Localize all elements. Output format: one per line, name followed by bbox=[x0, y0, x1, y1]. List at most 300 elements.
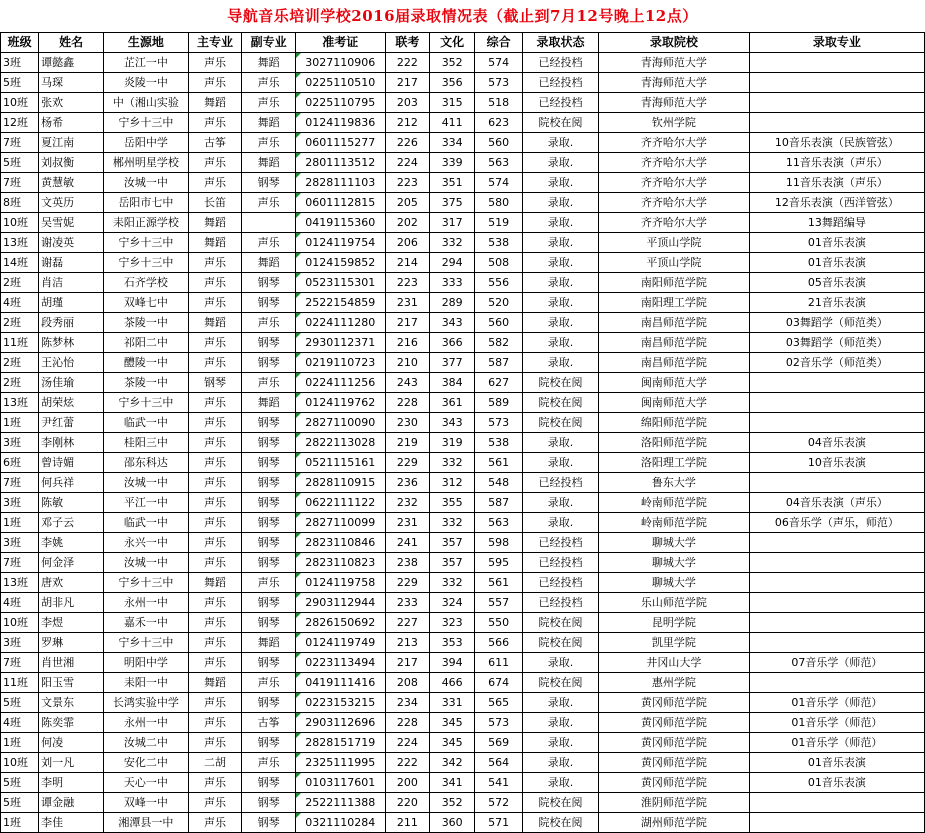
cell-total-score: 566 bbox=[475, 633, 522, 653]
table-row bbox=[1, 773, 925, 793]
cell-joint-score: 223 bbox=[385, 173, 429, 193]
cell-status: 录取. bbox=[522, 493, 598, 513]
cell-minor: 钢琴 bbox=[242, 653, 296, 673]
cell-origin: 茶陵一中 bbox=[104, 373, 189, 393]
cell-total-score: 563 bbox=[475, 153, 522, 173]
cell-college: 凯里学院 bbox=[599, 633, 750, 653]
cell-minor: 钢琴 bbox=[242, 533, 296, 553]
cell-total-score: 550 bbox=[475, 613, 522, 633]
cell-status: 录取. bbox=[522, 193, 598, 213]
cell-class: 3班 bbox=[1, 493, 39, 513]
cell-minor: 钢琴 bbox=[242, 293, 296, 313]
cell-name: 张欢 bbox=[39, 93, 104, 113]
cell-name: 胡非凡 bbox=[39, 593, 104, 613]
cell-college: 齐齐哈尔大学 bbox=[599, 173, 750, 193]
cell-college: 岭南师范学院 bbox=[599, 513, 750, 533]
table-row bbox=[1, 133, 925, 153]
cell-total-score: 571 bbox=[475, 813, 522, 833]
cell-class: 5班 bbox=[1, 73, 39, 93]
cell-culture-score: 334 bbox=[430, 133, 475, 153]
cell-total-score: 598 bbox=[475, 533, 522, 553]
cell-minor: 舞蹈 bbox=[242, 393, 296, 413]
cell-minor: 钢琴 bbox=[242, 693, 296, 713]
cell-origin: 平江一中 bbox=[104, 493, 189, 513]
table-row bbox=[1, 313, 925, 333]
cell-culture-score: 355 bbox=[430, 493, 475, 513]
cell-major: 声乐 bbox=[188, 793, 242, 813]
table-row bbox=[1, 213, 925, 233]
cell-status: 已经投档 bbox=[522, 53, 598, 73]
cell-major: 声乐 bbox=[188, 713, 242, 733]
table-row bbox=[1, 713, 925, 733]
cell-status: 院校在阅 bbox=[522, 793, 598, 813]
cell-major: 声乐 bbox=[188, 473, 242, 493]
cell-program: 10音乐表演 bbox=[749, 453, 924, 473]
cell-exam-id: 0419111416 bbox=[295, 673, 385, 693]
cell-culture-score: 375 bbox=[430, 193, 475, 213]
cell-total-score: 508 bbox=[475, 253, 522, 273]
cell-name: 吴雪妮 bbox=[39, 213, 104, 233]
cell-joint-score: 216 bbox=[385, 333, 429, 353]
cell-name: 刘一凡 bbox=[39, 753, 104, 773]
table-row bbox=[1, 53, 925, 73]
table-row bbox=[1, 153, 925, 173]
cell-culture-score: 331 bbox=[430, 693, 475, 713]
table-row bbox=[1, 473, 925, 493]
cell-name: 肖洁 bbox=[39, 273, 104, 293]
cell-exam-id: 0521115161 bbox=[295, 453, 385, 473]
cell-exam-id: 2823110823 bbox=[295, 553, 385, 573]
cell-class: 13班 bbox=[1, 233, 39, 253]
cell-exam-id: 0124119758 bbox=[295, 573, 385, 593]
cell-origin: 邵东科达 bbox=[104, 453, 189, 473]
cell-status: 录取. bbox=[522, 213, 598, 233]
cell-class: 1班 bbox=[1, 813, 39, 833]
cell-college: 洛阳师范学院 bbox=[599, 433, 750, 453]
cell-status: 录取. bbox=[522, 713, 598, 733]
cell-college: 黄冈师范学院 bbox=[599, 713, 750, 733]
cell-class: 13班 bbox=[1, 573, 39, 593]
cell-major: 声乐 bbox=[188, 593, 242, 613]
cell-culture-score: 343 bbox=[430, 413, 475, 433]
cell-origin: 芷江一中 bbox=[104, 53, 189, 73]
cell-origin: 双峰七中 bbox=[104, 293, 189, 313]
cell-culture-score: 319 bbox=[430, 433, 475, 453]
cell-minor: 钢琴 bbox=[242, 433, 296, 453]
table-row bbox=[1, 73, 925, 93]
table-row bbox=[1, 753, 925, 773]
cell-exam-id: 2522154859 bbox=[295, 293, 385, 313]
cell-program bbox=[749, 53, 924, 73]
cell-joint-score: 241 bbox=[385, 533, 429, 553]
cell-exam-id: 2522111388 bbox=[295, 793, 385, 813]
cell-total-score: 561 bbox=[475, 453, 522, 473]
cell-program: 01音乐学（师范） bbox=[749, 713, 924, 733]
cell-minor: 钢琴 bbox=[242, 173, 296, 193]
cell-name: 邓子云 bbox=[39, 513, 104, 533]
cell-minor: 声乐 bbox=[242, 573, 296, 593]
cell-culture-score: 312 bbox=[430, 473, 475, 493]
cell-program bbox=[749, 573, 924, 593]
cell-origin: 嘉禾一中 bbox=[104, 613, 189, 633]
cell-program bbox=[749, 673, 924, 693]
cell-major: 声乐 bbox=[188, 393, 242, 413]
cell-major: 声乐 bbox=[188, 693, 242, 713]
cell-culture-score: 352 bbox=[430, 793, 475, 813]
cell-name: 何金泽 bbox=[39, 553, 104, 573]
cell-name: 李佳 bbox=[39, 813, 104, 833]
cell-exam-id: 0223153215 bbox=[295, 693, 385, 713]
cell-origin: 宁乡十三中 bbox=[104, 233, 189, 253]
cell-minor: 声乐 bbox=[242, 673, 296, 693]
cell-major: 声乐 bbox=[188, 733, 242, 753]
cell-college: 湖州师范学院 bbox=[599, 813, 750, 833]
cell-joint-score: 200 bbox=[385, 773, 429, 793]
table-row bbox=[1, 533, 925, 553]
cell-name: 胡荣炫 bbox=[39, 393, 104, 413]
cell-exam-id: 0124119762 bbox=[295, 393, 385, 413]
cell-program: 21音乐表演 bbox=[749, 293, 924, 313]
cell-minor: 钢琴 bbox=[242, 493, 296, 513]
cell-total-score: 573 bbox=[475, 413, 522, 433]
cell-minor: 声乐 bbox=[242, 313, 296, 333]
cell-joint-score: 231 bbox=[385, 513, 429, 533]
cell-class: 10班 bbox=[1, 613, 39, 633]
cell-origin: 岳阳市七中 bbox=[104, 193, 189, 213]
cell-class: 7班 bbox=[1, 653, 39, 673]
cell-total-score: 587 bbox=[475, 353, 522, 373]
cell-origin: 永州一中 bbox=[104, 713, 189, 733]
cell-college: 青海师范大学 bbox=[599, 93, 750, 113]
cell-culture-score: 332 bbox=[430, 573, 475, 593]
cell-program bbox=[749, 113, 924, 133]
cell-total-score: 582 bbox=[475, 333, 522, 353]
cell-status: 已经投档 bbox=[522, 553, 598, 573]
cell-college: 聊城大学 bbox=[599, 553, 750, 573]
cell-major: 声乐 bbox=[188, 173, 242, 193]
cell-minor: 声乐 bbox=[242, 133, 296, 153]
cell-culture-score: 345 bbox=[430, 713, 475, 733]
cell-minor: 钢琴 bbox=[242, 513, 296, 533]
table-row bbox=[1, 393, 925, 413]
cell-program bbox=[749, 473, 924, 493]
cell-total-score: 587 bbox=[475, 493, 522, 513]
table-row bbox=[1, 493, 925, 513]
cell-minor: 古筝 bbox=[242, 713, 296, 733]
table-row bbox=[1, 193, 925, 213]
cell-exam-id: 3027110906 bbox=[295, 53, 385, 73]
cell-program bbox=[749, 813, 924, 833]
cell-name: 文英历 bbox=[39, 193, 104, 213]
cell-major: 舞蹈 bbox=[188, 673, 242, 693]
cell-name: 胡瑾 bbox=[39, 293, 104, 313]
cell-culture-score: 332 bbox=[430, 453, 475, 473]
cell-college: 南阳理工学院 bbox=[599, 293, 750, 313]
cell-class: 12班 bbox=[1, 113, 39, 133]
cell-name: 段秀丽 bbox=[39, 313, 104, 333]
table-row bbox=[1, 413, 925, 433]
cell-major: 舞蹈 bbox=[188, 313, 242, 333]
cell-major: 声乐 bbox=[188, 433, 242, 453]
cell-minor: 声乐 bbox=[242, 73, 296, 93]
cell-culture-score: 360 bbox=[430, 813, 475, 833]
cell-college: 聊城大学 bbox=[599, 533, 750, 553]
cell-culture-score: 366 bbox=[430, 333, 475, 353]
cell-joint-score: 222 bbox=[385, 53, 429, 73]
cell-joint-score: 205 bbox=[385, 193, 429, 213]
cell-joint-score: 224 bbox=[385, 733, 429, 753]
cell-major: 声乐 bbox=[188, 533, 242, 553]
cell-exam-id: 0224111280 bbox=[295, 313, 385, 333]
cell-origin: 临武一中 bbox=[104, 513, 189, 533]
cell-college: 黄冈师范学院 bbox=[599, 753, 750, 773]
cell-exam-id: 2930112371 bbox=[295, 333, 385, 353]
cell-joint-score: 223 bbox=[385, 273, 429, 293]
cell-name: 李刚林 bbox=[39, 433, 104, 453]
cell-class: 2班 bbox=[1, 373, 39, 393]
cell-college: 聊城大学 bbox=[599, 573, 750, 593]
cell-minor: 声乐 bbox=[242, 193, 296, 213]
cell-exam-id: 2903112944 bbox=[295, 593, 385, 613]
cell-joint-score: 217 bbox=[385, 313, 429, 333]
cell-joint-score: 226 bbox=[385, 133, 429, 153]
cell-joint-score: 217 bbox=[385, 73, 429, 93]
cell-status: 录取. bbox=[522, 693, 598, 713]
cell-major: 长笛 bbox=[188, 193, 242, 213]
cell-class: 10班 bbox=[1, 213, 39, 233]
cell-minor: 钢琴 bbox=[242, 453, 296, 473]
cell-program: 01音乐表演 bbox=[749, 773, 924, 793]
cell-exam-id: 0622111122 bbox=[295, 493, 385, 513]
cell-joint-score: 213 bbox=[385, 633, 429, 653]
cell-status: 院校在阅 bbox=[522, 373, 598, 393]
cell-joint-score: 211 bbox=[385, 813, 429, 833]
cell-minor bbox=[242, 213, 296, 233]
cell-culture-score: 384 bbox=[430, 373, 475, 393]
cell-culture-score: 317 bbox=[430, 213, 475, 233]
cell-college: 鲁东大学 bbox=[599, 473, 750, 493]
cell-minor: 声乐 bbox=[242, 93, 296, 113]
cell-total-score: 560 bbox=[475, 313, 522, 333]
table-row bbox=[1, 553, 925, 573]
header-college: 录取院校 bbox=[599, 33, 750, 53]
cell-college: 南昌师范学院 bbox=[599, 313, 750, 333]
cell-origin: 宁乡十三中 bbox=[104, 633, 189, 653]
cell-joint-score: 206 bbox=[385, 233, 429, 253]
cell-name: 谭懿鑫 bbox=[39, 53, 104, 73]
cell-minor: 声乐 bbox=[242, 373, 296, 393]
page-title: 导航音乐培训学校2016届录取情况表（截止到7月12号晚上12点） bbox=[227, 7, 698, 25]
cell-origin: 安化二中 bbox=[104, 753, 189, 773]
table-row bbox=[1, 253, 925, 273]
cell-minor: 钢琴 bbox=[242, 793, 296, 813]
cell-joint-score: 222 bbox=[385, 753, 429, 773]
cell-exam-id: 0219110723 bbox=[295, 353, 385, 373]
table-row bbox=[1, 813, 925, 833]
cell-origin: 汝城一中 bbox=[104, 553, 189, 573]
cell-status: 院校在阅 bbox=[522, 613, 598, 633]
cell-total-score: 580 bbox=[475, 193, 522, 213]
cell-joint-score: 238 bbox=[385, 553, 429, 573]
cell-class: 2班 bbox=[1, 313, 39, 333]
cell-name: 罗琳 bbox=[39, 633, 104, 653]
cell-college: 齐齐哈尔大学 bbox=[599, 213, 750, 233]
table-row bbox=[1, 673, 925, 693]
cell-college: 绵阳师范学院 bbox=[599, 413, 750, 433]
cell-class: 3班 bbox=[1, 633, 39, 653]
cell-total-score: 595 bbox=[475, 553, 522, 573]
cell-name: 何凌 bbox=[39, 733, 104, 753]
cell-program: 05音乐表演 bbox=[749, 273, 924, 293]
cell-name: 陈梦林 bbox=[39, 333, 104, 353]
cell-total-score: 556 bbox=[475, 273, 522, 293]
cell-status: 已经投档 bbox=[522, 73, 598, 93]
cell-status: 录取. bbox=[522, 733, 598, 753]
cell-exam-id: 0224111256 bbox=[295, 373, 385, 393]
table-row bbox=[1, 233, 925, 253]
cell-name: 李姚 bbox=[39, 533, 104, 553]
cell-major: 声乐 bbox=[188, 453, 242, 473]
cell-college: 黄冈师范学院 bbox=[599, 733, 750, 753]
cell-minor: 钢琴 bbox=[242, 593, 296, 613]
cell-college: 平顶山学院 bbox=[599, 233, 750, 253]
cell-exam-id: 2828110915 bbox=[295, 473, 385, 493]
cell-status: 已经投档 bbox=[522, 573, 598, 593]
cell-college: 黄冈师范学院 bbox=[599, 773, 750, 793]
cell-status: 录取. bbox=[522, 273, 598, 293]
table-row bbox=[1, 113, 925, 133]
cell-status: 录取. bbox=[522, 453, 598, 473]
cell-college: 南昌师范学院 bbox=[599, 333, 750, 353]
cell-total-score: 573 bbox=[475, 73, 522, 93]
cell-program bbox=[749, 73, 924, 93]
cell-college: 平顶山学院 bbox=[599, 253, 750, 273]
cell-culture-score: 332 bbox=[430, 233, 475, 253]
cell-minor: 舞蹈 bbox=[242, 633, 296, 653]
cell-status: 录取. bbox=[522, 333, 598, 353]
cell-joint-score: 229 bbox=[385, 453, 429, 473]
cell-major: 声乐 bbox=[188, 413, 242, 433]
cell-total-score: 611 bbox=[475, 653, 522, 673]
cell-exam-id: 2325111995 bbox=[295, 753, 385, 773]
cell-exam-id: 2826150692 bbox=[295, 613, 385, 633]
cell-exam-id: 0419115360 bbox=[295, 213, 385, 233]
cell-status: 录取. bbox=[522, 313, 598, 333]
cell-joint-score: 228 bbox=[385, 393, 429, 413]
cell-name: 黄慧敏 bbox=[39, 173, 104, 193]
table-row bbox=[1, 733, 925, 753]
cell-origin: 汝城二中 bbox=[104, 733, 189, 753]
cell-name: 谢凌英 bbox=[39, 233, 104, 253]
cell-origin: 湘潭县一中 bbox=[104, 813, 189, 833]
cell-origin: 耒阳正源学校 bbox=[104, 213, 189, 233]
cell-college: 黄冈师范学院 bbox=[599, 693, 750, 713]
cell-program: 03舞蹈学（师范类） bbox=[749, 313, 924, 333]
cell-status: 录取. bbox=[522, 773, 598, 793]
cell-name: 唐欢 bbox=[39, 573, 104, 593]
cell-status: 录取. bbox=[522, 133, 598, 153]
cell-culture-score: 377 bbox=[430, 353, 475, 373]
cell-origin: 郴州明星学校 bbox=[104, 153, 189, 173]
cell-college: 闽南师范大学 bbox=[599, 373, 750, 393]
cell-name: 夏江南 bbox=[39, 133, 104, 153]
header-minor: 副专业 bbox=[242, 33, 296, 53]
cell-origin: 宁乡十三中 bbox=[104, 393, 189, 413]
cell-class: 8班 bbox=[1, 193, 39, 213]
cell-major: 声乐 bbox=[188, 153, 242, 173]
cell-major: 古筝 bbox=[188, 133, 242, 153]
table-row bbox=[1, 593, 925, 613]
cell-total-score: 564 bbox=[475, 753, 522, 773]
cell-minor: 钢琴 bbox=[242, 473, 296, 493]
header-culture-score: 文化 bbox=[430, 33, 475, 53]
cell-name: 杨希 bbox=[39, 113, 104, 133]
cell-exam-id: 2822113028 bbox=[295, 433, 385, 453]
cell-major: 声乐 bbox=[188, 113, 242, 133]
cell-college: 齐齐哈尔大学 bbox=[599, 153, 750, 173]
cell-culture-score: 466 bbox=[430, 673, 475, 693]
cell-class: 11班 bbox=[1, 333, 39, 353]
cell-college: 齐齐哈尔大学 bbox=[599, 193, 750, 213]
cell-program bbox=[749, 393, 924, 413]
cell-culture-score: 361 bbox=[430, 393, 475, 413]
cell-college: 闽南师范大学 bbox=[599, 393, 750, 413]
cell-major: 声乐 bbox=[188, 553, 242, 573]
cell-college: 青海师范大学 bbox=[599, 53, 750, 73]
cell-status: 录取. bbox=[522, 233, 598, 253]
cell-major: 声乐 bbox=[188, 293, 242, 313]
cell-college: 岭南师范学院 bbox=[599, 493, 750, 513]
cell-exam-id: 0225110510 bbox=[295, 73, 385, 93]
cell-major: 舞蹈 bbox=[188, 93, 242, 113]
cell-status: 院校在阅 bbox=[522, 633, 598, 653]
cell-culture-score: 345 bbox=[430, 733, 475, 753]
cell-status: 已经投档 bbox=[522, 93, 598, 113]
cell-joint-score: 203 bbox=[385, 93, 429, 113]
cell-origin: 长鸿实验中学 bbox=[104, 693, 189, 713]
cell-major: 声乐 bbox=[188, 813, 242, 833]
table-row bbox=[1, 353, 925, 373]
cell-total-score: 627 bbox=[475, 373, 522, 393]
cell-culture-score: 324 bbox=[430, 593, 475, 613]
cell-culture-score: 357 bbox=[430, 553, 475, 573]
cell-minor: 钢琴 bbox=[242, 333, 296, 353]
cell-college: 昆明学院 bbox=[599, 613, 750, 633]
cell-program: 11音乐表演（声乐） bbox=[749, 153, 924, 173]
header-major: 主专业 bbox=[188, 33, 242, 53]
cell-program: 01音乐学（师范） bbox=[749, 733, 924, 753]
cell-major: 声乐 bbox=[188, 633, 242, 653]
cell-program: 07音乐学（师范） bbox=[749, 653, 924, 673]
header-row bbox=[1, 33, 925, 53]
cell-joint-score: 236 bbox=[385, 473, 429, 493]
cell-total-score: 623 bbox=[475, 113, 522, 133]
cell-culture-score: 341 bbox=[430, 773, 475, 793]
header-origin: 生源地 bbox=[104, 33, 189, 53]
cell-college: 惠州学院 bbox=[599, 673, 750, 693]
cell-culture-score: 343 bbox=[430, 313, 475, 333]
cell-total-score: 561 bbox=[475, 573, 522, 593]
cell-class: 7班 bbox=[1, 473, 39, 493]
cell-culture-score: 411 bbox=[430, 113, 475, 133]
table-row bbox=[1, 793, 925, 813]
table-row bbox=[1, 433, 925, 453]
header-program: 录取专业 bbox=[749, 33, 924, 53]
cell-program bbox=[749, 93, 924, 113]
cell-total-score: 589 bbox=[475, 393, 522, 413]
cell-name: 李煜 bbox=[39, 613, 104, 633]
cell-college: 青海师范大学 bbox=[599, 73, 750, 93]
